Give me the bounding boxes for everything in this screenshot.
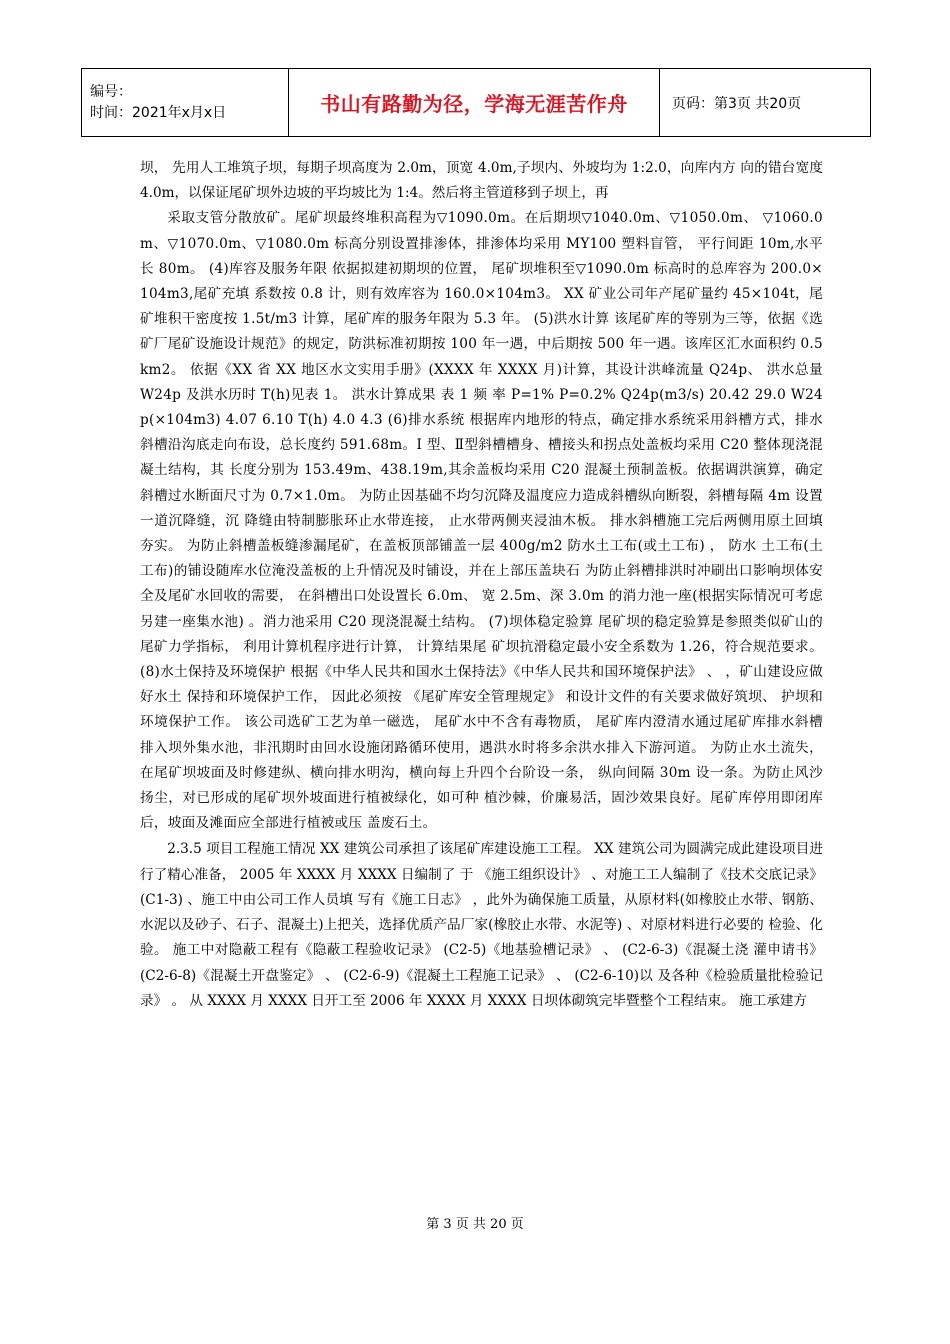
document-time-label: 时间：2021年x月x日 bbox=[90, 104, 227, 121]
body-paragraph-1: 坝， 先用人工堆筑子坝，每期子坝高度为 2.0m，顶宽 4.0m,子坝内、外坡均为 1:2.0，向库内方 向的错台宽度 4.0m，以保证尾矿坝外边坡的平均坡比为 1:4。然后将主管道移到子坝上，再 bbox=[140, 160, 823, 202]
document-header bbox=[81, 68, 871, 137]
page-footer: 第 3 页 共 20 页 bbox=[426, 1217, 524, 1232]
document-body bbox=[140, 156, 823, 1014]
header-meta bbox=[82, 69, 289, 137]
header-page-label: 页码：第3页 共20页 bbox=[660, 69, 871, 137]
header-motto: 书山有路勤为径，学海无涯苦作舟 bbox=[289, 69, 660, 137]
document-number-label: 编号： bbox=[90, 83, 132, 100]
body-paragraph-2: 采取支管分散放矿。尾矿坝最终堆积高程为▽1090.0m。在后期坝▽1040.0m、▽1050.0m、 ▽1060.0m、▽1070.0m、▽1080.0m 标高分别设置排渗体，排渗体均采用 MY100 塑料盲管， 平行间距 10m,水平长 80m。 (4)库容及服务年限 依据拟建初期坝的位置， 尾矿坝堆积至▽1090.0m 标高时的总库容为 200.0×104m3,尾矿充填 系数按 0.8 计，则有效库容为 160.0×104m3。 XX 矿业公司年产尾矿量约 45×104t，尾矿堆积干密度按 1.5t/m3 计算，尾矿库的服务年限为 5.3 年。 (5)洪水计算 该尾矿库的等别为三等，依据《选矿厂尾矿设施设计规范》的规定，防洪标准初期按 100 年一遇，中后期按 500 年一遇。该库区汇水面积约 0.5km2。 依据《XX 省 XX 地区水文实用手册》(XXXX 年 XXXX 月)计算，其设计洪峰流量 Q24p、 洪水总量 W24p 及洪水历时 T(h)见表 1。 洪水计算成果 表 1 频 率 P=1% P=0.2% Q24p(m3/s) 20.42 29.0 W24p(×104m3) 4.07 6.10 T(h) 4.0 4.3 (6)排水系统 根据库内地形的特点，确定排水系统采用斜槽方式，排水斜槽沿沟底走向布设，总长度约 591.68m。I 型、Ⅱ型斜槽槽身、槽接头和拐点处盖板均采用 C20 整体现浇混凝土结构，其 长度分别为 153.49m、438.19m,其余盖板均采用 C20 混凝土预制盖板。依据调洪演算，确定 斜槽过水断面尺寸为 0.7×1.0m。 为防止因基础不均匀沉降及温度应力造成斜槽纵向断裂，斜槽每隔 4m 设置一道沉降缝，沉 降缝由特制膨胀环止水带连接， 止水带两侧夹浸油木板。 排水斜槽施工完后两侧用原土回填 夯实。 为防止斜槽盖板缝渗漏尾矿，在盖板顶部铺盖一层 400g/m2 防水土工布(或土工布) ， 防水 土工布(土工布)的铺设随库水位淹没盖板的上升情况及时铺设，并在上部压盖块石 为防止斜槽排洪时冲刷出口影响坝体安全及尾矿水回收的需要， 在斜槽出口处设置长 6.0m、 宽 2.5m、深 3.0m 的消力池一座(根据实际情况可考虑另建一座集水池) 。消力池采用 C20 现浇混凝土结构。 (7)坝体稳定验算 尾矿坝的稳定验算是参照类似矿山的尾矿力学指标， 利用计算机程序进行计算， 计算结果尾 矿坝抗滑稳定最小安全系数为 1.26，符合规范要求。 (8)水土保持及环境保护 根据《中华人民共和国水土保持法》《中华人民共和国环境保护法》 、 ，矿山建设应做好水土 保持和环境保护工作， 因此必须按 《尾矿库安全管理规定》 和设计文件的有关要求做好筑坝、 护坝和环境保护工作。 该公司选矿工艺为单一磁选， 尾矿水中不含有毒物质， 尾矿库内澄清水通过尾矿库排水斜槽 排入坝外集水池，非汛期时由回水设施闭路循环使用，遇洪水时将多余洪水排入下游河道。 为防止水土流失，在尾矿坝坡面及时修建纵、横向排水明沟，横向每上升四个台阶设一条， 纵向间隔 30m 设一条。为防止风沙扬尘，对已形成的尾矿坝外坡面进行植被绿化，如可种 植沙棘，价廉易活，固沙效果良好。尾矿库停用即闭库后，坡面及滩面应全部进行植被或压 盖废石土。 bbox=[140, 210, 823, 832]
body-paragraph-3: 2.3.5 项目工程施工情况 XX 建筑公司承担了该尾矿库建设施工工程。 XX 建筑公司为圆满完成此建设项目进行了精心准备， 2005 年 XXXX 月 XXXX 日编制了 于 《施工组织设计》 、对施工工人编制了《技术交底记录》 (C1-3) 、施工中由公司工作人员填 写有《施工日志》 ，此外为确保施工质量，从原材料(如橡胶止水带、钢筋、水泥以及砂子、石子、混凝土)上把关，选择优质产品厂家(橡胶止水带、水泥等) 、对原材料进行必要的 检验、化验。 施工中对隐蔽工程有《隐蔽工程验收记录》 (C2-5)《地基验槽记录》 、 (C2-6-3)《混凝土浇 灌申请书》 (C2-6-8)《混凝土开盘鉴定》 、 (C2-6-9)《混凝土工程施工记录》 、 (C2-6-10)以 及各种《检验质量批检验记录》 。 从 XXXX 月 XXXX 日开工至 2006 年 XXXX 月 XXXX 日坝体砌筑完毕暨整个工程结束。 施工承建方 bbox=[140, 841, 823, 1009]
